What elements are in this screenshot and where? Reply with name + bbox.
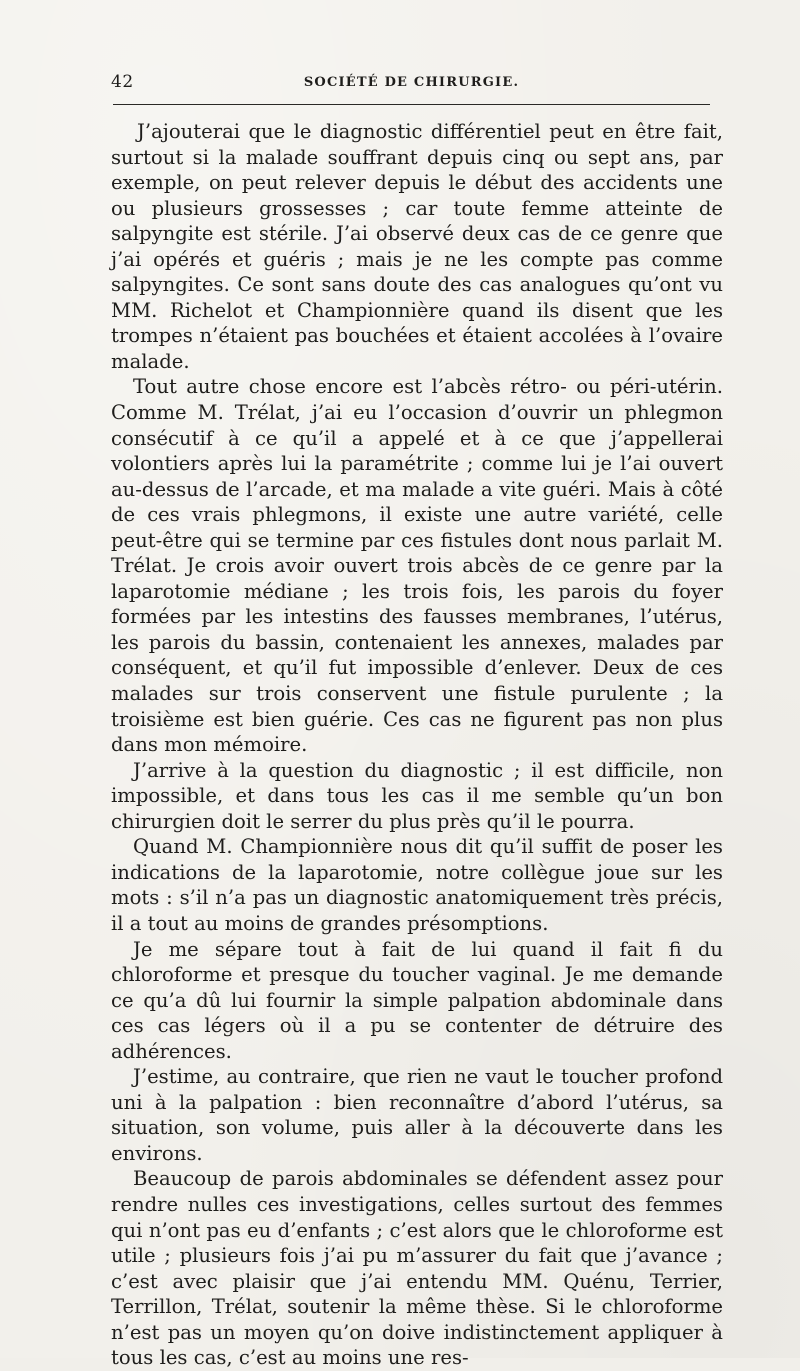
paragraph: J’ajouterai que le diagnostic différentiel peut en être fait, surtout si la malade souffrant depuis cinq ou sept ans, par exemple, on peut relever depuis le début des accidents une ou plusieurs grossesses ; car toute femme atteinte de salpyngite est stérile. J’ai observé deux cas de ce genre que j’ai opérés et guéris ; mais je ne les compte pas comme salpyngites. Ce sont sans doute des cas analogues qu’ont vu MM. Richelot et Championnière quand ils disent que les trompes n’étaient pas bouchées et étaient accolées à l’ovaire malade. — [111, 120, 723, 373]
running-head: SOCIÉTÉ DE CHIRURGIE. — [303, 75, 520, 90]
header-rule — [113, 104, 710, 105]
page-header — [111, 72, 712, 98]
paragraph: Quand M. Championnière nous dit qu’il suffit de poser les indications de la laparotomie, notre collègue joue sur les mots : s’il n’a pas un diagnostic anatomiquement très précis, il a tout au moins de grandes présomptions. — [111, 835, 723, 935]
paragraph: J’estime, au contraire, que rien ne vaut le toucher profond uni à la palpation : bien reconnaître d’abord l’utérus, sa situation, son volume, puis aller à la découverte dans les environs. — [111, 1065, 723, 1165]
body-text — [111, 119, 723, 1371]
page-number: 42 — [111, 72, 134, 92]
paragraph: J’arrive à la question du diagnostic ; il est difficile, non impossible, et dans tous les cas il me semble qu’un bon chirurgien doit le serrer du plus près qu’il le pourra. — [111, 758, 723, 833]
paragraph: Tout autre chose encore est l’abcès rétro- ou péri-utérin. Comme M. Trélat, j’ai eu l’occasion d’ouvrir un phlegmon consécutif à ce qu’il a appelé et à ce que j’appellerai volontiers après lui la paramétrite ; comme lui je l’ai ouvert au-dessus de l’arcade, et ma malade a vite guéri. Mais à côté de ces vrais phlegmons, il existe une autre variété, celle peut-être qui se termine par ces fistules dont nous parlait M. Trélat. Je crois avoir ouvert trois abcès de ce genre par la laparotomie médiane ; les trois fois, les parois du foyer formées par les intestins des fausses membranes, l’utérus, les parois du bassin, contenaient les annexes, malades par conséquent, et qu’il fut impossible d’enlever. Deux de ces malades sur trois conservent une fistule purulente ; la troisième est bien guérie. Ces cas ne figurent pas non plus dans mon mémoire. — [111, 375, 723, 757]
paragraph: Beaucoup de parois abdominales se défendent assez pour rendre nulles ces investigations, celles surtout des femmes qui n’ont pas eu d’enfants ; c’est alors que le chloroforme est utile ; plusieurs fois j’ai pu m’assurer du fait que j’avance ; c’est avec plaisir que j’ai entendu MM. Quénu, Terrier, Terrillon, Trélat, soutenir la même thèse. Si le chloroforme n’est pas un moyen qu’on doive indistinctement appliquer à tous les cas, c’est au moins une res- — [111, 1167, 723, 1370]
paragraph: Je me sépare tout à fait de lui quand il fait fi du chloroforme et presque du toucher vaginal. Je me demande ce qu’a dû lui fournir la simple palpation abdominale dans ces cas légers où il a pu se contenter de détruire des adhérences. — [111, 937, 723, 1063]
